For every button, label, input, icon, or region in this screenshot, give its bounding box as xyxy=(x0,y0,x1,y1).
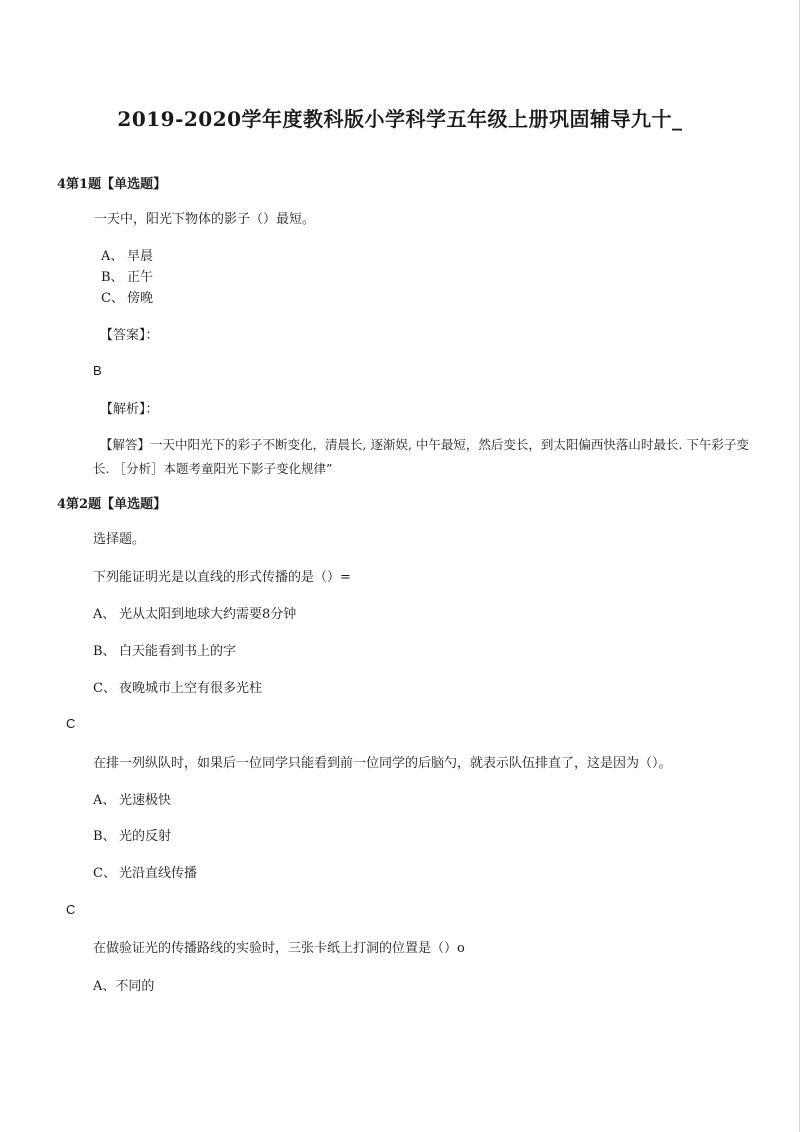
option-label: C、 xyxy=(101,291,124,306)
option-label: C、 xyxy=(93,681,116,696)
option-text: 光从太阳到地球大约需要8分钟 xyxy=(119,607,297,622)
question-2-sub-3-option-a xyxy=(93,975,154,994)
option-text: 早晨 xyxy=(127,249,154,264)
option-label: B、 xyxy=(101,270,124,285)
option-text: 不同的 xyxy=(115,979,155,994)
option-text: 光的反射 xyxy=(119,829,172,844)
document-title: 2019-2020学年度教科版小学科学五年级上册巩固辅导九十_ xyxy=(117,107,683,131)
question-2-sub-1-option-c xyxy=(93,677,262,696)
question-2-sub-2-option-b xyxy=(93,825,171,844)
question-2-sub-1-stem: 下列能证明光是以直线的形式传播的是（）= xyxy=(93,570,351,585)
question-2-sub-2-option-a xyxy=(93,789,171,808)
option-text: 光沿直线传播 xyxy=(119,866,198,881)
question-1-stem: 一天中，阳光下物体的影子（）最短。 xyxy=(94,212,316,227)
question-2-sub-2-stem: 在排一列纵队时，如果后一位同学只能看到前一位同学的后脑勺，就表示队伍排直了，这是因为（）。 xyxy=(93,756,672,771)
question-1-heading: 4第1题【单选题】 xyxy=(57,177,167,192)
option-label: A、 xyxy=(93,607,116,622)
question-1-option-a xyxy=(101,245,153,264)
question-2-sub-3-stem: 在做验证光的传播路线的实验时，三张卡纸上打洞的位置是（）o xyxy=(93,941,465,956)
option-label: A、 xyxy=(93,793,116,808)
question-1-answer-label: 【答案】： xyxy=(100,328,159,343)
question-1-option-c xyxy=(101,287,153,306)
question-2-sub-1-answer: C xyxy=(66,716,76,731)
question-1-analysis-label: 【解析】： xyxy=(100,402,159,417)
question-2-sub-1-option-a xyxy=(93,603,296,622)
option-text: 白天能看到书上的字 xyxy=(119,644,237,659)
option-label: A、 xyxy=(101,249,124,264)
option-text: 光速极快 xyxy=(119,793,172,808)
option-label: A、 xyxy=(93,979,116,994)
question-1-answer: B xyxy=(93,363,102,378)
option-text: 正午 xyxy=(127,270,154,285)
option-text: 傍晚 xyxy=(127,291,154,306)
question-1-option-b xyxy=(101,266,153,285)
option-label: B、 xyxy=(93,644,116,659)
question-2-sub-1-option-b xyxy=(93,640,236,659)
option-text: 夜晚城市上空有很多光柱 xyxy=(119,681,263,696)
question-2-intro: 选择题。 xyxy=(93,532,146,547)
question-1-analysis-line-2: 长. ［分析］本题考童阳光下影子变化规律” xyxy=(93,461,333,476)
option-label: B、 xyxy=(93,829,116,844)
question-2-sub-2-option-c xyxy=(93,862,197,881)
option-label: C、 xyxy=(93,866,116,881)
question-1-analysis-line-1: 【解答】一天中阳光下的彩子不断变化，清晨长, 逐渐娱, 中午最短，然后变长，到太阳偏西快落山时最长. 下午彩子变 xyxy=(100,437,749,452)
question-2-heading: 4第2题【单选题】 xyxy=(57,497,167,512)
question-2-sub-2-answer: C xyxy=(66,902,76,917)
